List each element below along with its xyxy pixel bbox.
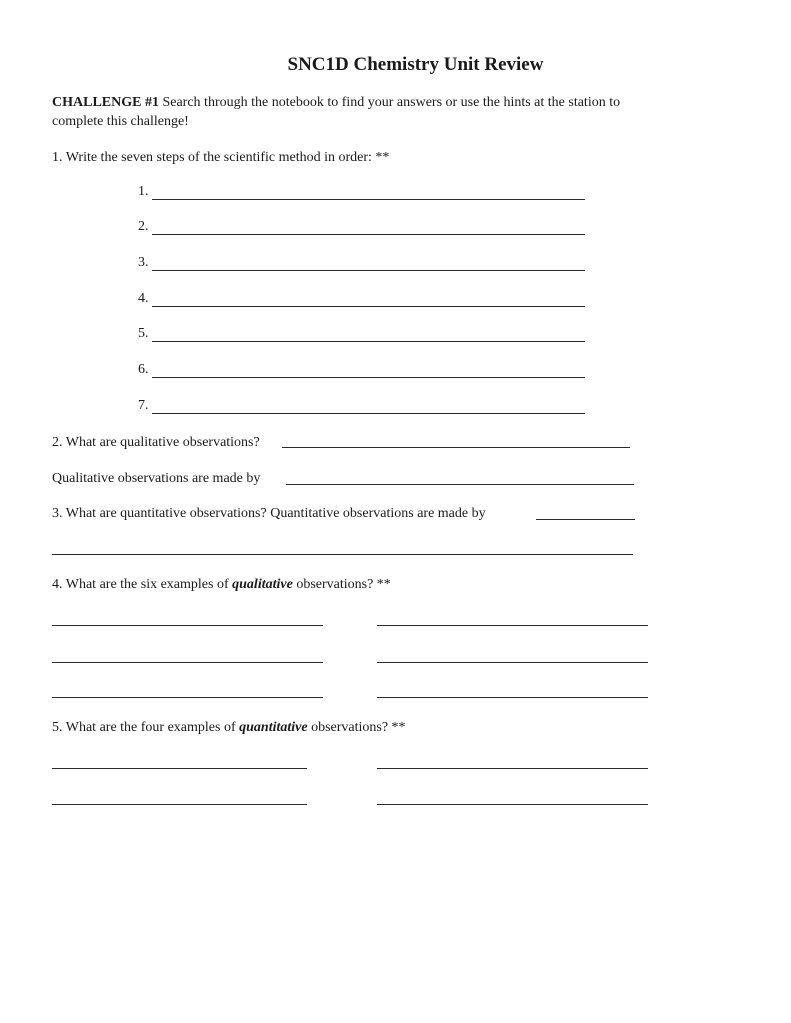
question-4-emphasis: qualitative [232,577,293,592]
step-2-answer-line[interactable] [152,234,585,235]
step-7-number: 7. [138,398,149,413]
question-3: 3. What are quantitative observations? Quantitative observations are made by [52,506,486,521]
step-5-answer-line[interactable] [152,341,585,342]
q4-answer-line-6[interactable] [377,697,648,698]
challenge-intro [52,93,620,112]
step-1-number: 1. [138,184,149,199]
step-3-answer-line[interactable] [152,270,585,271]
q3-answer-line-full[interactable] [52,554,633,555]
step-7-answer-line[interactable] [152,413,585,414]
step-4-answer-line[interactable] [152,306,585,307]
challenge-text-line2: complete this challenge! [52,114,189,129]
q5-answer-line-4[interactable] [377,804,648,805]
q4-answer-line-3[interactable] [52,662,323,663]
step-6-number: 6. [138,362,149,377]
question-4-suffix: observations? ** [292,577,391,592]
q4-answer-line-5[interactable] [52,697,323,698]
q5-answer-line-2[interactable] [377,768,648,769]
question-4 [52,575,391,594]
question-5-prefix: 5. What are the four examples of [52,720,240,735]
question-1: 1. Write the seven steps of the scientific method in order: ** [52,150,390,165]
question-2: 2. What are qualitative observations? [52,435,260,450]
q5-answer-line-3[interactable] [52,804,307,805]
q2-answer-line[interactable] [282,447,630,448]
step-5-number: 5. [138,326,149,341]
step-4-number: 4. [138,291,149,306]
question-5-suffix: observations? ** [307,720,406,735]
q4-answer-line-1[interactable] [52,625,323,626]
question-2-followup: Qualitative observations are made by [52,471,261,486]
page-title: SNC1D Chemistry Unit Review [287,54,544,75]
question-5 [52,718,406,737]
q5-answer-line-1[interactable] [52,768,307,769]
challenge-label: CHALLENGE #1 [52,95,159,110]
question-4-prefix: 4. What are the six examples of [52,577,233,592]
challenge-text-line1: Search through the notebook to find your answers or use the hints at the station to [158,95,621,110]
q3-answer-line-short[interactable] [536,519,635,520]
q2-followup-answer-line[interactable] [286,484,634,485]
step-2-number: 2. [138,219,149,234]
q4-answer-line-2[interactable] [377,625,648,626]
step-3-number: 3. [138,255,149,270]
question-5-emphasis: quantitative [239,720,308,735]
q4-answer-line-4[interactable] [377,662,648,663]
step-1-answer-line[interactable] [152,199,585,200]
step-6-answer-line[interactable] [152,377,585,378]
